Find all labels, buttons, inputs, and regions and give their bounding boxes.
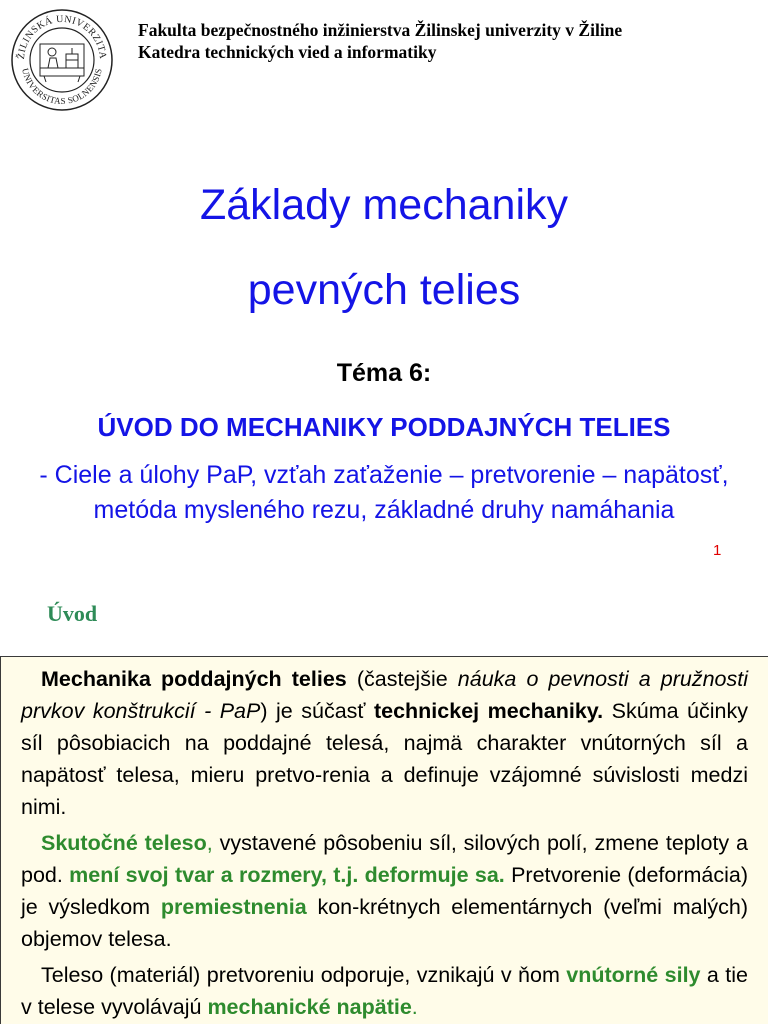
- page-title-line-1: Základy mechaniky: [199, 181, 569, 229]
- page-title-line-2: pevných telies: [247, 266, 521, 314]
- text-span: Pretvorenie (deformácia) je výsledkom: [21, 863, 748, 919]
- text-span: ,: [206, 831, 213, 855]
- text-span: Skúma účinky síl pôsobiacich na poddajné telesá, najmä charakter vnútorných síl a napätosť telesa, mieru pretvo-renia a definuje vzájomné súvislosti medzi nimi.: [21, 699, 749, 819]
- paragraph-3: [21, 959, 748, 1023]
- paragraph-1: [21, 663, 748, 823]
- faculty-name: Fakulta bezpečnostného inžinierstva Žilinskej univerzity v Žiline: [138, 20, 623, 40]
- term-premiestnenia: premiestnenia: [160, 895, 307, 919]
- term-technicka-mechanika: technickej mechaniky.: [373, 699, 604, 723]
- term-deformuje: mení svoj tvar a rozmery, t.j. deformuje sa.: [69, 863, 505, 887]
- page-number: 1: [713, 542, 722, 559]
- term-mechanika: Mechanika poddajných telies: [41, 667, 347, 691]
- topic-subtitle: - Ciele a úlohy PaP, vzťah zaťaženie – pretvorenie – napätosť, metóda mysleného rezu, základné druhy namáhania: [39, 461, 729, 524]
- term-skutocne-teleso: Skutočné teleso: [41, 831, 207, 855]
- term-vnutorne-sily: vnútorné sily: [566, 963, 701, 987]
- term-mechanicke-napatie: mechanické napätie: [207, 995, 412, 1019]
- text-span: .: [411, 995, 418, 1019]
- department-name: Katedra technických vied a informatiky: [138, 42, 437, 62]
- topic-heading: ÚVOD DO MECHANIKY PODDAJNÝCH TELIES: [97, 412, 671, 442]
- content-box: [0, 656, 768, 1024]
- term-pap: náuka o pevnosti a pružnosti prvkov konštrukcií - PaP: [21, 667, 748, 723]
- text-span: (častejšie: [346, 667, 458, 691]
- institution-header: [138, 19, 758, 63]
- topic-number: Téma 6:: [336, 359, 432, 387]
- svg-text:ŽILINSKÁ UNIVERZITA: ŽILINSKÁ UNIVERZITA: [15, 13, 109, 60]
- text-span: Teleso (materiál) pretvoreniu odporuje, vznikajú v ňom: [41, 963, 567, 987]
- text-span: ) je súčasť: [260, 699, 374, 723]
- text-span: a tie v telese vyvolávajú: [21, 963, 748, 1019]
- text-span: vystavené pôsobeniu síl, silových polí, zmene teploty a pod.: [21, 831, 748, 887]
- text-span: kon-krétnych elementárnych (veľmi malých) objemov telesa.: [21, 895, 748, 951]
- paragraph-2: [21, 827, 748, 955]
- university-seal-logo: [10, 8, 114, 112]
- section-title: Úvod: [47, 601, 98, 626]
- svg-text:UNIVERSITAS SOLNENSIS: UNIVERSITAS SOLNENSIS: [20, 67, 104, 107]
